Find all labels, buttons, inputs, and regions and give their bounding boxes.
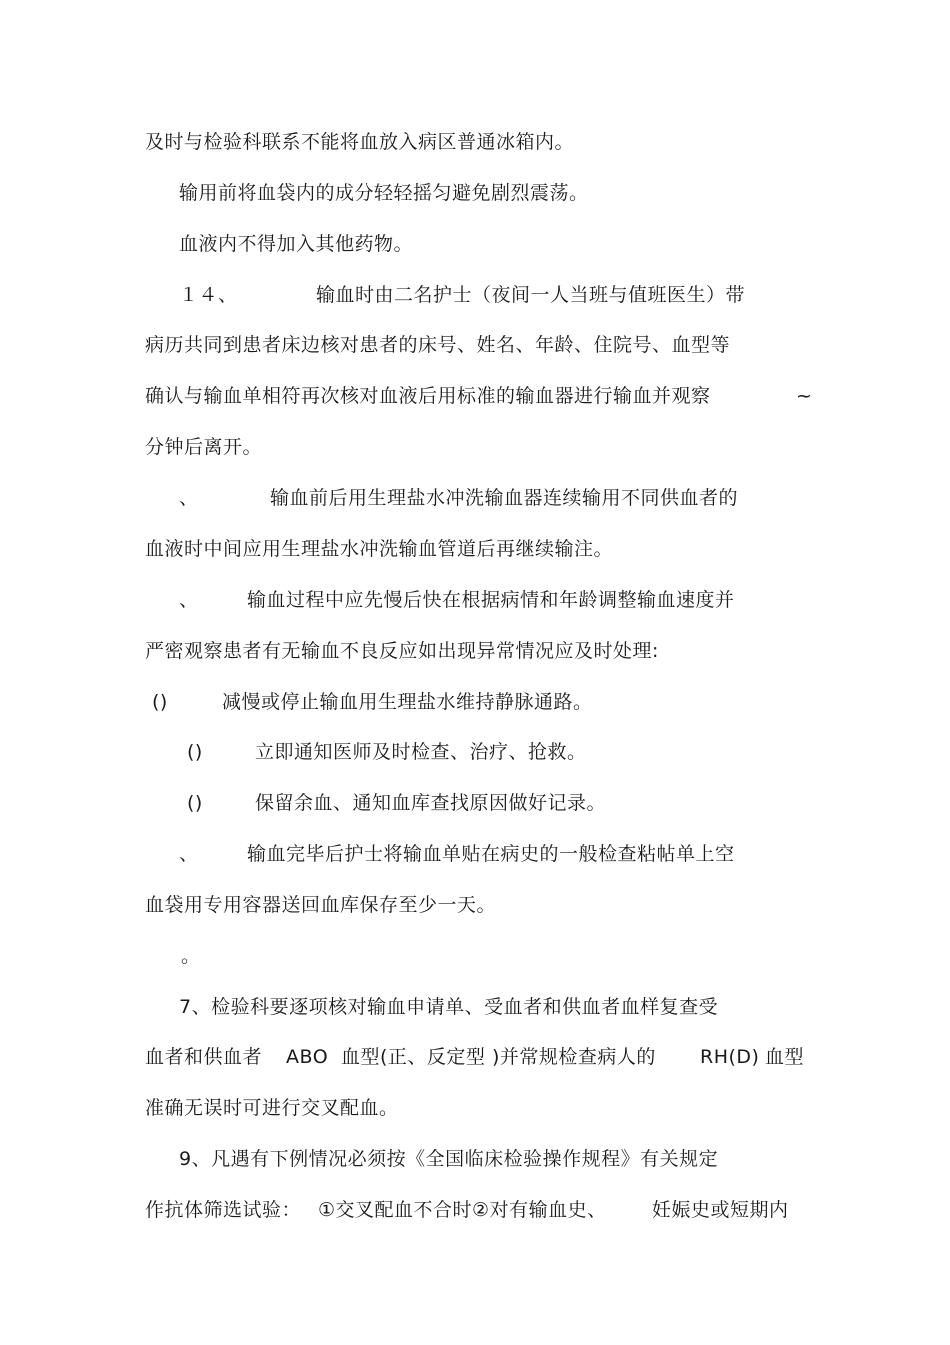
text-line: 输用前将血袋内的成分轻轻摇匀避免剧烈震荡。 [179,182,589,204]
text-line: 及时与检验科联系不能将血放入病区普通冰箱内。 [145,131,575,153]
line-text: 血型(正、反定型 )并常规检查病人的 [341,1046,656,1068]
tilde-mark: ~ [796,385,813,407]
text-line: 9、凡遇有下例情况必须按《全国临床检验操作规程》有关规定 [179,1148,719,1170]
item-number: () [187,792,203,814]
text-line: 准确无误时可进行交叉配血。 [145,1097,399,1119]
line-text: ABO [286,1046,329,1068]
text-line: 7、检验科要逐项核对输血申请单、受血者和供血者血样复查受 [179,996,719,1018]
line-text: ①交叉配血不合时②对有输血史、 [318,1199,607,1221]
item-number: １４、 [179,284,238,306]
text-line: 。 [181,945,201,967]
item-number: 、 [179,487,199,509]
item-text: 输血完毕后护士将输血单贴在病史的一般检查粘帖单上空 [247,843,735,865]
text-line: 分钟后离开。 [145,436,263,458]
text-line: 血液时中间应用生理盐水冲洗输血管道后再继续输注。 [145,538,614,560]
line-text: 确认与输血单相符再次核对血液后用标准的输血器进行输血并观察 [145,385,711,407]
item-text: 保留余血、通知血库查找原因做好记录。 [255,792,607,814]
text-line: 血液内不得加入其他药物。 [179,233,414,255]
item-text: 输血前后用生理盐水冲洗输血器连续输用不同供血者的 [270,487,739,509]
item-text: 立即通知医师及时检查、治疗、抢救。 [255,741,587,763]
item-number: 、 [179,843,199,865]
item-number: () [187,741,203,763]
text-line: 病历共同到患者床边核对患者的床号、姓名、年龄、住院号、血型等 [145,334,731,356]
item-text: 输血时由二名护士（夜间一人当班与值班医生）带 [316,284,746,306]
item-number: 、 [179,589,199,611]
line-text: 血型 [765,1046,805,1068]
line-text: RH(D) [700,1046,760,1068]
line-text: 血者和供血者 [145,1046,263,1068]
line-text: 作抗体筛选试验： [145,1199,302,1221]
text-line: 血袋用专用容器送回血库保存至少一天。 [145,894,497,916]
line-text: 妊娠史或短期内 [652,1199,789,1221]
item-text: 输血过程中应先慢后快在根据病情和年龄调整输血速度并 [247,589,735,611]
item-number: () [152,691,168,713]
item-text: 减慢或停止输血用生理盐水维持静脉通路。 [222,691,593,713]
text-line: 严密观察患者有无输血不良反应如出现异常情况应及时处理: [145,640,659,662]
